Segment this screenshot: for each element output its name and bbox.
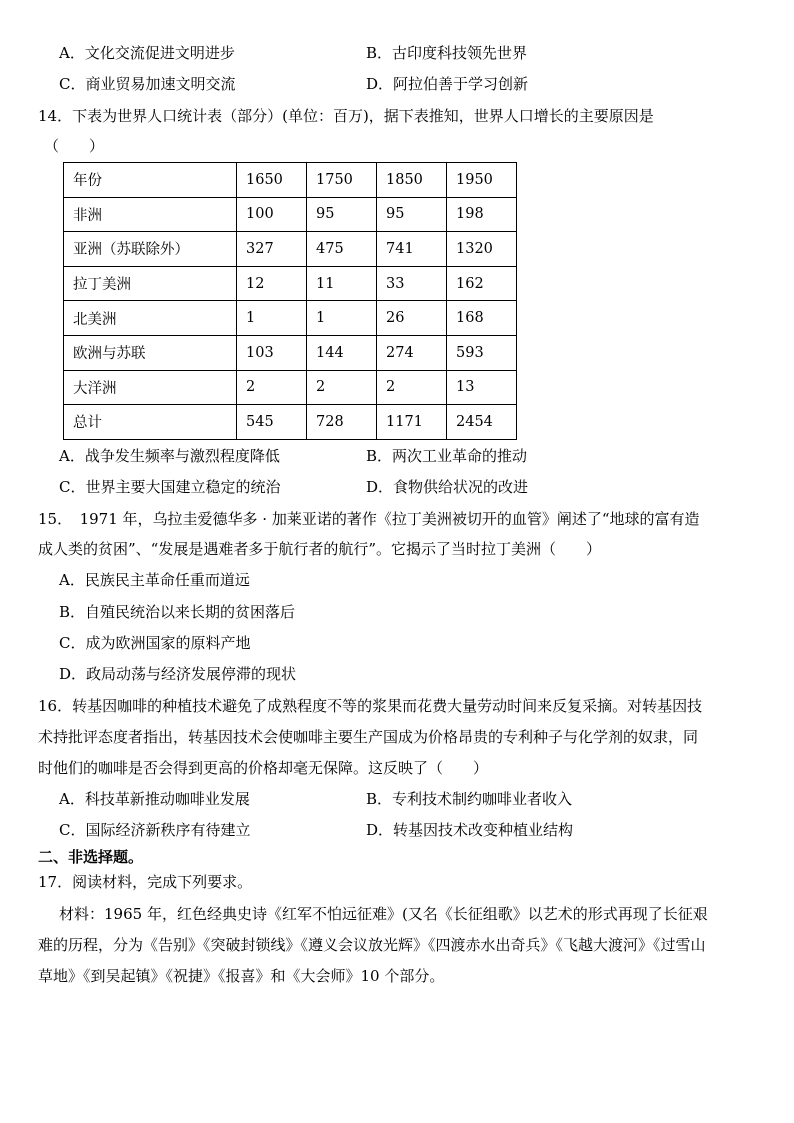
q15-option-a: A．民族民主革命任重而道远 — [59, 571, 250, 589]
table-cell: 274 — [377, 335, 447, 370]
q16-option-a: A．科技革新推动咖啡业发展 — [59, 790, 250, 808]
table-row — [64, 301, 517, 336]
table-cell: 728 — [307, 405, 377, 440]
table-cell: 103 — [237, 335, 307, 370]
table-cell: 162 — [447, 266, 517, 301]
table-cell: 12 — [237, 266, 307, 301]
table-cell: 欧洲与苏联 — [64, 335, 237, 370]
table-header-cell: 1750 — [307, 163, 377, 198]
q15-stem-line1: 15． 1971 年，乌拉圭爱德华多 · 加莱亚诺的著作《拉丁美洲被切开的血管》阐述了“地球的富有造 — [38, 510, 700, 528]
table-cell: 95 — [377, 197, 447, 232]
q13-option-a: A．文化交流促进文明进步 — [59, 44, 235, 62]
q14-option-b: B．两次工业革命的推动 — [366, 447, 528, 465]
table-cell: 95 — [307, 197, 377, 232]
q16-stem-line1: 16．转基因咖啡的种植技术避免了成熟程度不等的浆果而花费大量劳动时间来反复采摘。对转基因技 — [38, 697, 703, 715]
q14-option-a: A．战争发生频率与激烈程度降低 — [59, 447, 280, 465]
q17-material-line1: 材料：1965 年，红色经典史诗《红军不怕远征难》(又名《长征组歌》以艺术的形式再现了长征艰 — [59, 905, 708, 923]
q14-option-d: D．食物供给状况的改进 — [366, 478, 529, 496]
q15-stem-line2: 成人类的贫困”、“发展是遇难者多于航行者的航行”。它揭示了当时拉丁美洲（ ） — [38, 540, 602, 558]
table-cell: 1171 — [377, 405, 447, 440]
table-cell: 大洋洲 — [64, 370, 237, 405]
q16-option-d: D．转基因技术改变种植业结构 — [366, 821, 574, 839]
table-cell: 168 — [447, 301, 517, 336]
table-header-cell: 年份 — [64, 163, 237, 198]
table-cell: 26 — [377, 301, 447, 336]
q16-option-c: C．国际经济新秩序有待建立 — [59, 821, 251, 839]
q14-option-c: C．世界主要大国建立稳定的统治 — [59, 478, 281, 496]
table-cell: 198 — [447, 197, 517, 232]
table-cell: 593 — [447, 335, 517, 370]
q17-material-line2: 难的历程，分为《告别》《突破封锁线》《遵义会议放光辉》《四渡赤水出奇兵》《飞越大渡河》《过雪山 — [38, 936, 706, 954]
table-cell: 13 — [447, 370, 517, 405]
table-row — [64, 232, 517, 267]
table-cell: 拉丁美洲 — [64, 266, 237, 301]
q14-stem-line1: 14．下表为世界人口统计表（部分）(单位：百万)，据下表推知，世界人口增长的主要原因是 — [38, 107, 654, 125]
q16-stem-line3: 时他们的咖啡是否会得到更高的价格却毫无保障。这反映了（ ） — [38, 759, 489, 777]
table-cell: 327 — [237, 232, 307, 267]
table-cell: 亚洲（苏联除外） — [64, 232, 237, 267]
table-cell: 1 — [307, 301, 377, 336]
table-cell: 475 — [307, 232, 377, 267]
table-header-row — [64, 163, 517, 198]
table-cell: 2 — [377, 370, 447, 405]
table-cell: 2454 — [447, 405, 517, 440]
table-header-cell: 1650 — [237, 163, 307, 198]
table-cell: 33 — [377, 266, 447, 301]
table-cell: 144 — [307, 335, 377, 370]
population-table — [63, 162, 517, 440]
table-row — [64, 335, 517, 370]
table-header-cell: 1950 — [447, 163, 517, 198]
table-cell: 北美洲 — [64, 301, 237, 336]
table-cell: 100 — [237, 197, 307, 232]
table-cell: 741 — [377, 232, 447, 267]
table-row — [64, 370, 517, 405]
table-cell: 11 — [307, 266, 377, 301]
table-cell: 1 — [237, 301, 307, 336]
table-row — [64, 405, 517, 440]
table-row — [64, 266, 517, 301]
q17-material-line3: 草地》《到吴起镇》《祝捷》《报喜》和《大会师》10 个部分。 — [38, 967, 445, 985]
section-title: 二、非选择题。 — [38, 848, 144, 866]
q15-option-c: C．成为欧洲国家的原料产地 — [59, 634, 251, 652]
q15-option-d: D．政局动荡与经济发展停滞的现状 — [59, 665, 297, 683]
q13-option-c: C．商业贸易加速文明交流 — [59, 75, 236, 93]
q16-option-b: B．专利技术制约咖啡业者收入 — [366, 790, 573, 808]
q17-stem: 17．阅读材料，完成下列要求。 — [38, 873, 253, 891]
table-row — [64, 197, 517, 232]
q13-option-d: D．阿拉伯善于学习创新 — [366, 75, 529, 93]
table-cell: 非洲 — [64, 197, 237, 232]
table-header-cell: 1850 — [377, 163, 447, 198]
table-cell: 545 — [237, 405, 307, 440]
q15-option-b: B．自殖民统治以来长期的贫困落后 — [59, 603, 296, 621]
table-cell: 总计 — [64, 405, 237, 440]
q14-stem-line2: （ ） — [44, 137, 105, 155]
table-cell: 2 — [307, 370, 377, 405]
table-cell: 1320 — [447, 232, 517, 267]
table-cell: 2 — [237, 370, 307, 405]
q13-option-b: B．古印度科技领先世界 — [366, 44, 528, 62]
q16-stem-line2: 术持批评态度者指出，转基因技术会使咖啡主要生产国成为价格昂贵的专利种子与化学剂的奴隶，同 — [38, 728, 699, 746]
